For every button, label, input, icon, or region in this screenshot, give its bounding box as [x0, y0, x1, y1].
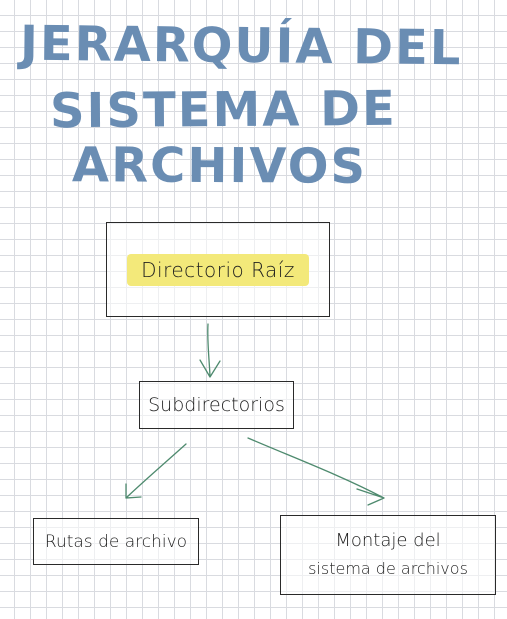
arrow-root-to-sub — [200, 324, 220, 377]
filesystem-mount-label-line2: sistema de archivos — [308, 559, 468, 578]
root-directory-label: Directorio Raíz — [127, 254, 309, 286]
file-paths-label: Rutas de archivo — [44, 531, 188, 552]
title-line-3: ARCHIVOS — [71, 137, 368, 195]
arrow-sub-to-montaje — [248, 438, 384, 505]
arrow-sub-to-rutas — [126, 444, 186, 498]
subdirectories-label: Subdirectorios — [148, 394, 285, 416]
title-line-1: JERARQUÍA DEL — [19, 15, 463, 77]
title-line-2: SISTEMA DE — [49, 80, 397, 140]
filesystem-mount-label-line1: Montaje del — [335, 530, 441, 551]
